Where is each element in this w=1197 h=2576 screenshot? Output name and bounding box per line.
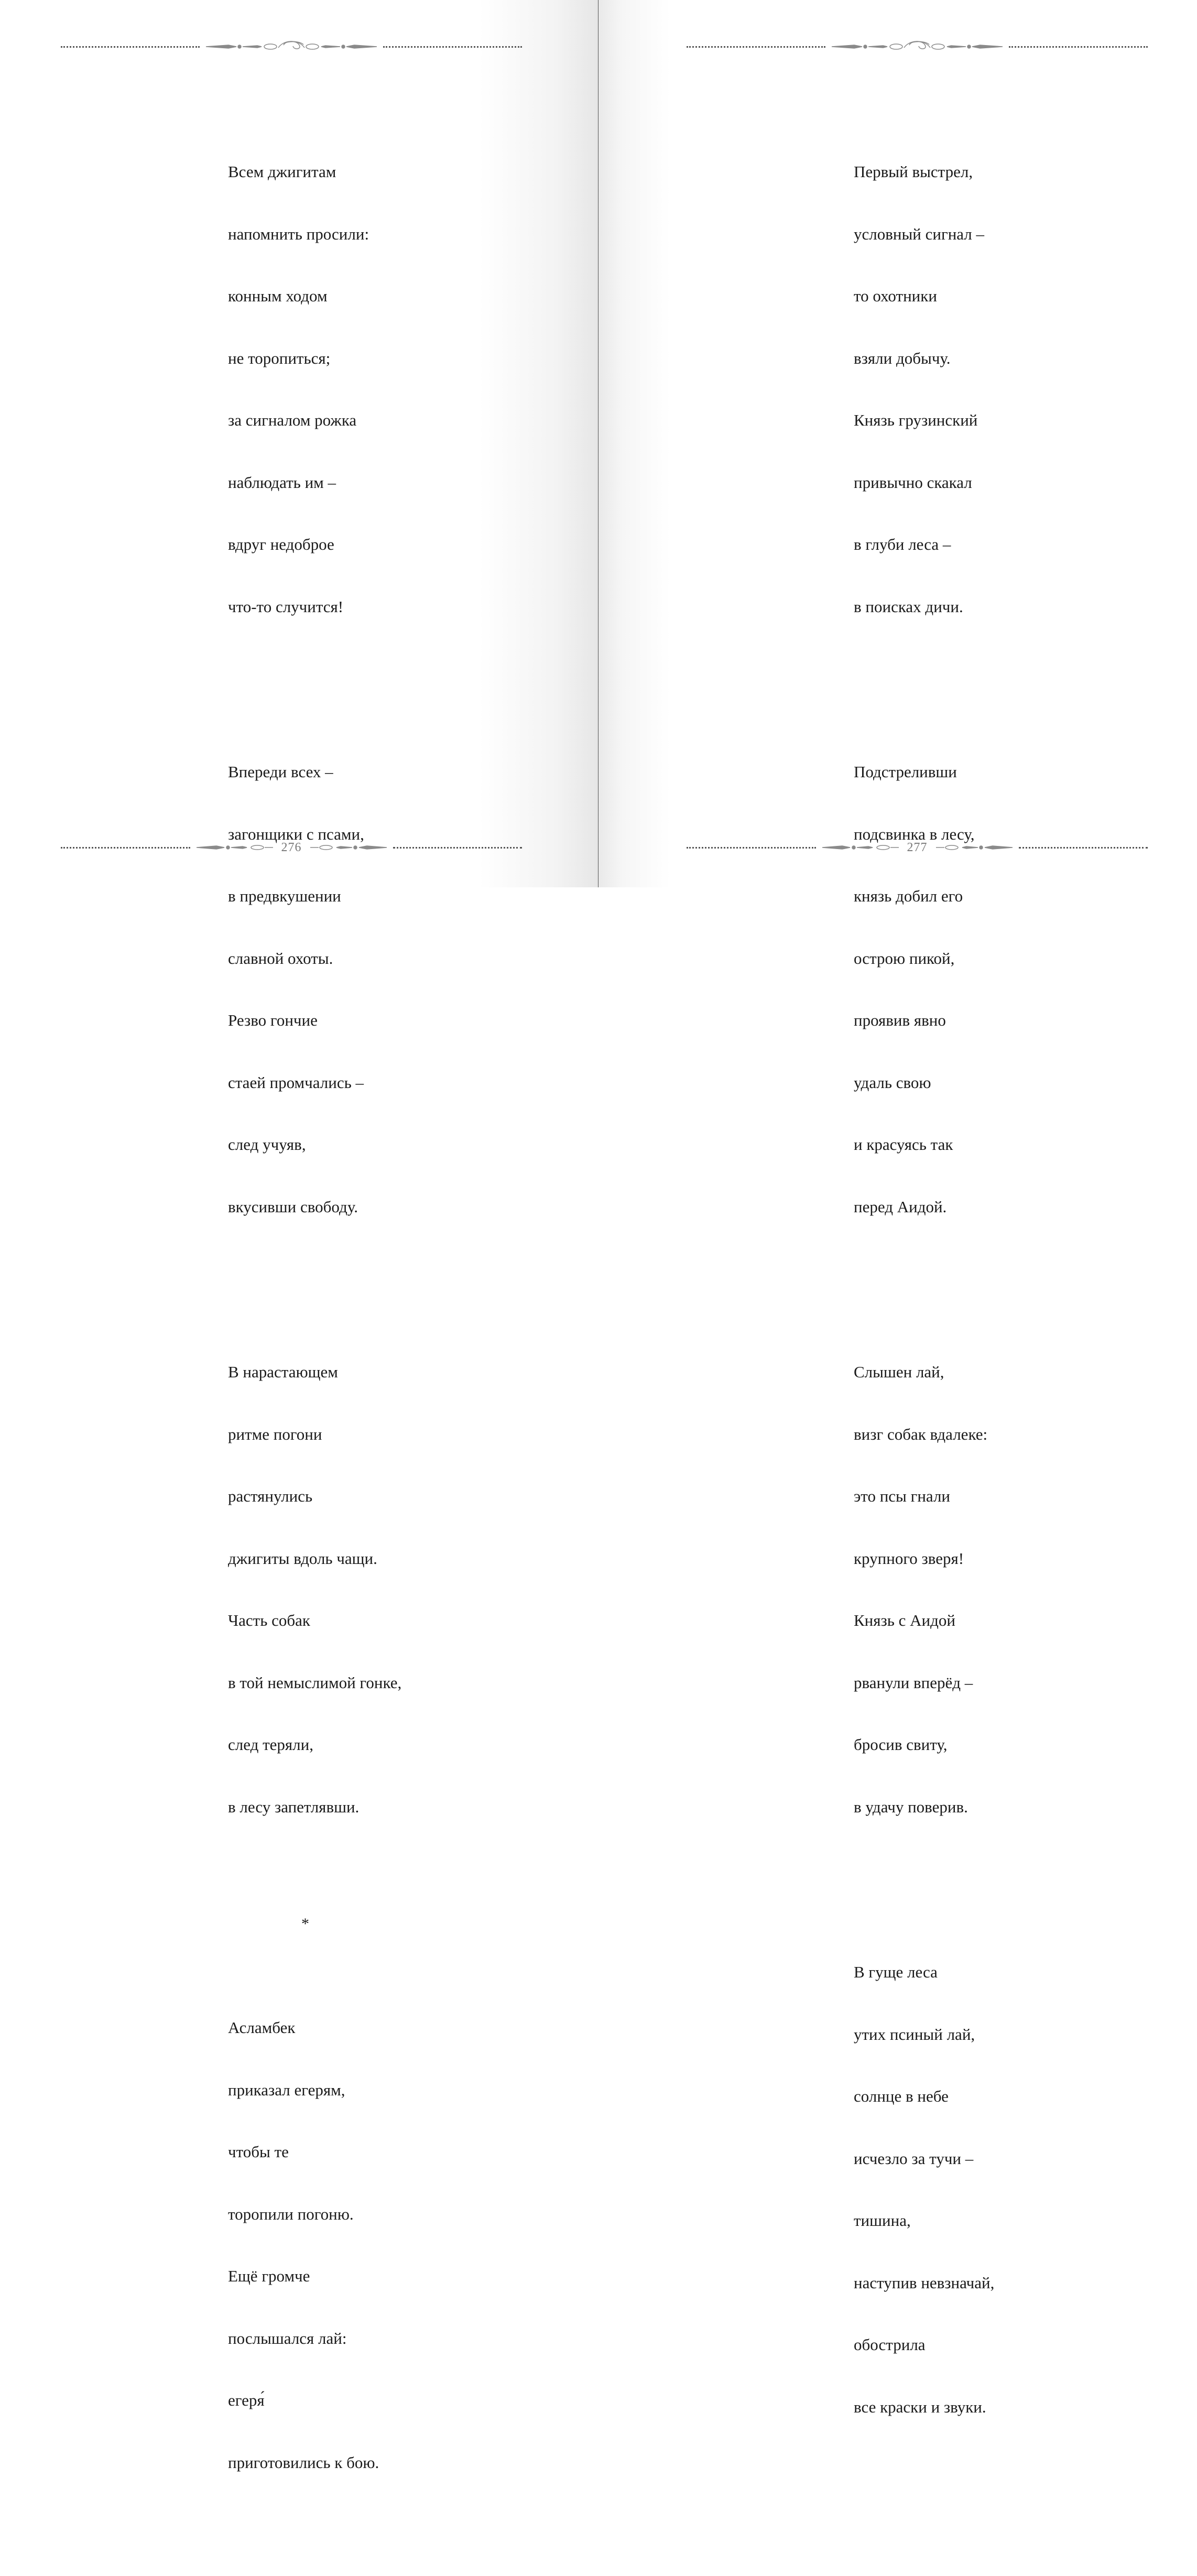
verse-line: торопили погоню. (228, 2204, 354, 2223)
verse-line: вдруг недоброе (228, 535, 334, 553)
stanza (228, 1320, 401, 1858)
verse-line: Впереди всех – (228, 763, 333, 781)
verse-line: что-то случится! (228, 597, 344, 616)
verse-line: острою пикой, (854, 949, 955, 968)
verse-line: это псы гнали (854, 1487, 951, 1505)
verse-line: егеря́ (228, 2391, 265, 2409)
verse-line: бросив свиту, (854, 1735, 948, 1754)
verse-line: послышался лай: (228, 2329, 347, 2347)
stanza (854, 1320, 994, 1858)
verse-line: удаль свою (854, 1073, 931, 1092)
left-page (0, 0, 598, 2472)
verse-line: Князь грузинский (854, 411, 978, 429)
dotted-rule (61, 847, 190, 849)
scroll-flourish-icon (205, 39, 378, 55)
verse-line: след теряли, (228, 1735, 313, 1754)
verse-line: В нарастающем (228, 1363, 338, 1381)
verse-line: Ещё громче (228, 2267, 310, 2285)
verse-line: тишина, (854, 2211, 911, 2230)
verse-line: славной охоты. (228, 949, 333, 968)
verse-line: то охотники (854, 287, 937, 305)
dotted-rule (687, 46, 825, 48)
poem-left (228, 79, 401, 2576)
verse-line: след учуяв, (228, 1135, 306, 1154)
stanza (854, 720, 994, 1258)
verse-line: в предвкушении (228, 887, 341, 905)
verse-line: Слышен лай, (854, 1363, 944, 1381)
dotted-rule (1019, 847, 1148, 849)
verse-line: Подстреливши (854, 763, 957, 781)
verse-line: стаей промчались – (228, 1073, 364, 1092)
dotted-rule (1009, 46, 1148, 48)
verse-line: условный сигнал – (854, 224, 985, 243)
verse-line: рванули вперёд – (854, 1673, 973, 1692)
dotted-rule (687, 847, 816, 849)
verse-line: князь добил его (854, 887, 963, 905)
stanza (228, 1976, 401, 2514)
verse-line: ритме погони (228, 1425, 322, 1443)
verse-line: чтобы те (228, 2143, 289, 2161)
verse-line: проявив явно (854, 1011, 946, 1029)
verse-line: Резво гончие (228, 1011, 318, 1029)
verse-line: за сигналом рожка (228, 411, 357, 429)
section-separator: * (301, 1915, 309, 1932)
verse-line: визг собак вдалеке: (854, 1425, 988, 1443)
verse-line: Асламбек (228, 2018, 296, 2037)
stanza (854, 120, 994, 658)
footer-ornament (687, 840, 1148, 855)
verse-line: все краски и звуки. (854, 2397, 986, 2416)
verse-line: привычно скакал (854, 473, 972, 492)
scroll-flourish-icon (831, 39, 1004, 55)
flourish-left-icon (821, 841, 900, 854)
verse-line: приготовились к бою. (228, 2453, 379, 2472)
verse-line: В гуще леса (854, 1963, 938, 1981)
dotted-rule (61, 46, 200, 48)
verse-line: наблюдать им – (228, 473, 336, 492)
verse-line: в лесу запетлявши. (228, 1797, 360, 1816)
flourish-right-icon (935, 841, 1014, 854)
verse-line: напомнить просили: (228, 224, 369, 243)
page-number: 277 (907, 840, 928, 854)
verse-line: крупного зверя! (854, 1549, 964, 1568)
stanza (228, 120, 401, 658)
dotted-rule (393, 847, 523, 849)
verse-line: наступив невзначай, (854, 2273, 995, 2292)
right-page (598, 0, 1197, 2416)
verse-line: исчезло за тучи – (854, 2149, 974, 2168)
flourish-left-icon (195, 841, 274, 854)
verse-line: вкусивши свободу. (228, 1197, 358, 1216)
header-ornament (61, 39, 522, 55)
verse-line: Часть собак (228, 1611, 310, 1629)
verse-line: приказал егерям, (228, 2080, 345, 2099)
verse-line: в поисках дичи. (854, 597, 963, 616)
verse-line: в удачу поверив. (854, 1797, 968, 1816)
dotted-rule (383, 46, 522, 48)
verse-line: джигиты вдоль чащи. (228, 1549, 377, 1568)
verse-line: Князь с Аидой (854, 1611, 956, 1629)
verse-line: в глуби леса – (854, 535, 951, 553)
verse-line: солнце в небе (854, 2087, 949, 2105)
flourish-right-icon (309, 841, 388, 854)
verse-line: Всем джигитам (228, 162, 336, 181)
verse-line: Первый выстрел, (854, 162, 973, 181)
verse-line: в той немыслимой гонке, (228, 1673, 402, 1692)
verse-line: и красуясь так (854, 1135, 953, 1154)
page-number: 276 (281, 840, 302, 854)
verse-line: утих псиный лай, (854, 2025, 975, 2044)
footer-ornament (61, 840, 522, 855)
verse-line: подсвинка в лесу, (854, 824, 975, 843)
verse-line: не торопиться; (228, 349, 331, 367)
poem-right (854, 79, 994, 2520)
verse-line: конным ходом (228, 287, 328, 305)
verse-line: перед Аидой. (854, 1197, 947, 1216)
verse-line: загонщики с псами, (228, 824, 364, 843)
header-ornament (687, 39, 1148, 55)
stanza (228, 720, 401, 1258)
verse-line: обострила (854, 2335, 926, 2354)
verse-line: растянулись (228, 1487, 313, 1505)
stanza (854, 1920, 994, 2459)
verse-line: взяли добычу. (854, 349, 951, 367)
